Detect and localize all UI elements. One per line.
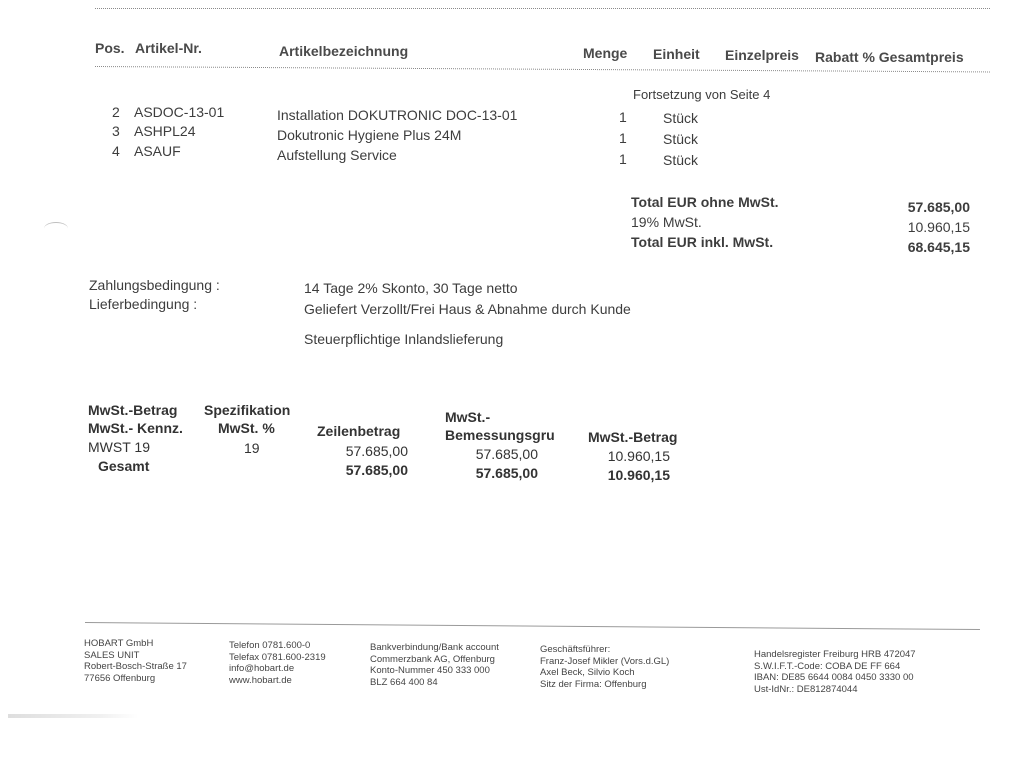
mwst-header-prozent: MwSt. % <box>218 420 275 436</box>
mwst-header-spezifikation: Spezifikation <box>204 402 291 418</box>
item-pos: 3 <box>112 123 120 139</box>
item-pos: 2 <box>112 104 120 120</box>
header-menge: Menge <box>583 45 628 61</box>
item-menge: 1 <box>619 151 627 167</box>
footer-bank: Bankverbindung/Bank account Commerzbank AG, Offenburg Konto-Nummer 450 333 000 BLZ 664 400 84 <box>370 642 499 688</box>
item-bezeichnung: Dokutronic Hygiene Plus 24M <box>277 127 462 143</box>
mwst-header-betrag: MwSt.-Betrag <box>88 402 178 418</box>
header-einheit: Einheit <box>653 46 700 62</box>
continuation-note: Fortsetzung von Seite 4 <box>633 87 771 102</box>
total-label: Total EUR ohne MwSt. <box>631 194 779 210</box>
item-einheit: Stück <box>663 152 699 168</box>
item-artikel-nr: ASAUF <box>134 143 181 159</box>
mwst-kennz: MWST 19 <box>88 439 150 455</box>
scan-smudge <box>8 714 138 718</box>
footer-management: Geschäftsführer: Franz-Josef Mikler (Vors.d.GL) Axel Beck, Silvio Koch Sitz der Firma: Offenburg <box>540 644 670 690</box>
total-value: 68.645,15 <box>907 239 970 255</box>
total-label: Total EUR inkl. MwSt. <box>631 234 774 250</box>
item-bezeichnung: Aufstellung Service <box>277 147 397 163</box>
lieferbedingung-value: Geliefert Verzollt/Frei Haus & Abnahme durch Kunde <box>304 301 631 317</box>
item-einheit: Stück <box>663 110 699 126</box>
total-value: 57.685,00 <box>907 199 970 215</box>
steuer-note: Steuerpflichtige Inlandslieferung <box>304 331 504 347</box>
mwst-prozent: 19 <box>244 440 260 456</box>
total-value: 10.960,15 <box>907 219 970 235</box>
mwst-gesamt-label: Gesamt <box>98 458 150 474</box>
item-bezeichnung: Installation DOKUTRONIC DOC-13-01 <box>277 107 518 123</box>
lieferbedingung-label: Lieferbedingung : <box>89 296 198 312</box>
item-menge: 1 <box>619 109 627 125</box>
mwst-gesamt-zeilenbetrag: 57.685,00 <box>345 462 408 478</box>
mwst-zeilenbetrag: 57.685,00 <box>345 443 408 459</box>
punch-hole-mark <box>44 222 68 235</box>
header-einzelpreis: Einzelpreis <box>725 47 799 63</box>
zahlungsbedingung-label: Zahlungsbedingung : <box>89 277 220 293</box>
mwst-bemessung: 57.685,00 <box>475 446 538 462</box>
header-artikelbezeichnung: Artikelbezeichnung <box>279 43 409 59</box>
item-menge: 1 <box>619 130 627 146</box>
item-einheit: Stück <box>663 131 699 147</box>
mwst-betrag: 10.960,15 <box>607 448 670 464</box>
mwst-header-bemessung: Bemessungsgru <box>445 427 555 443</box>
mwst-header-mwst-betrag: MwSt.-Betrag <box>588 429 678 445</box>
header-rabatt-gesamtpreis: Rabatt % Gesamtpreis <box>815 49 964 65</box>
mwst-gesamt-bemessung: 57.685,00 <box>475 465 538 481</box>
footer-contact: Telefon 0781.600-0 Telefax 0781.600-2319 info@hobart.de www.hobart.de <box>229 640 326 686</box>
mwst-header-mwst: MwSt.- <box>445 409 491 425</box>
total-label: 19% MwSt. <box>631 214 702 230</box>
footer-company: HOBART GmbH SALES UNIT Robert-Bosch-Straße 17 77656 Offenburg <box>84 638 187 684</box>
header-pos: Pos. <box>95 40 125 56</box>
item-artikel-nr: ASDOC-13-01 <box>134 104 225 120</box>
item-artikel-nr: ASHPL24 <box>134 123 196 139</box>
header-artikel-nr: Artikel-Nr. <box>135 40 202 56</box>
footer-rule <box>85 622 980 630</box>
mwst-header-kennz: MwSt.- Kennz. <box>88 420 183 436</box>
top-rule <box>95 8 990 9</box>
zahlungsbedingung-value: 14 Tage 2% Skonto, 30 Tage netto <box>304 280 518 296</box>
mwst-gesamt-betrag: 10.960,15 <box>607 467 670 483</box>
header-rule <box>95 66 990 72</box>
item-pos: 4 <box>112 143 120 159</box>
footer-registry: Handelsregister Freiburg HRB 472047 S.W.I.F.T.-Code: COBA DE FF 664 IBAN: DE85 6644 0084 0450 3330 00 Ust-IdNr.: DE812874044 <box>754 649 916 695</box>
mwst-header-zeilenbetrag: Zeilenbetrag <box>317 423 401 439</box>
